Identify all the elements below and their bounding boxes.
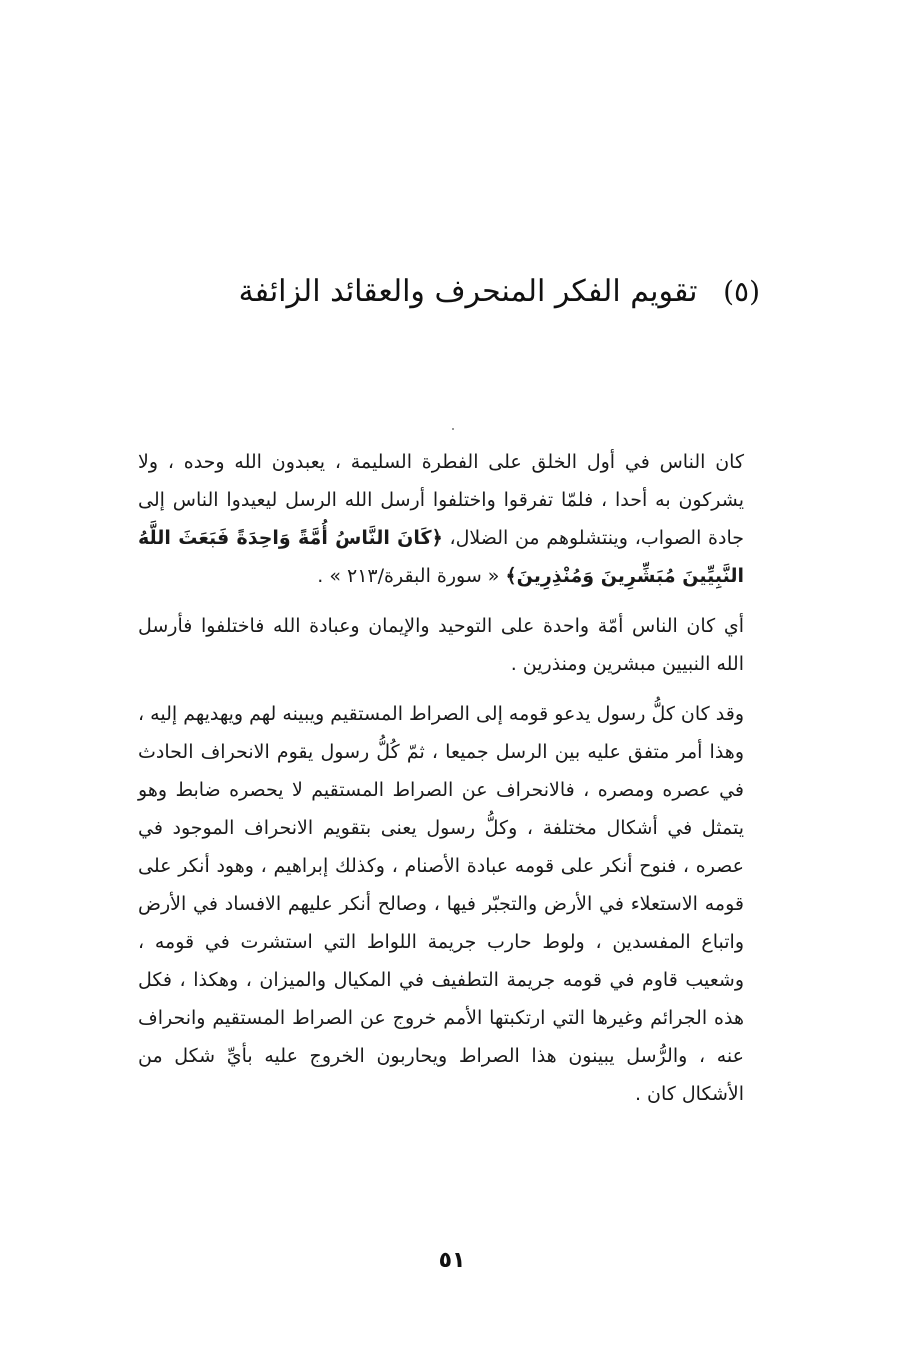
decorative-dot: [452, 428, 454, 430]
verse-reference: « سورة البقرة/٢١٣ » .: [317, 565, 500, 587]
quran-verse: ﴿كَانَ النَّاسُ أُمَّةً وَاحِدَةً فَبَعَثَ اللَّهُ النَّبِيِّينَ مُبَشِّرِينَ وَمُنْذِرِينَ﴾: [138, 527, 744, 587]
body-text: [138, 443, 762, 1113]
paragraph-3: وقد كان كلُّ رسول يدعو قومه إلى الصراط المستقيم ويبينه لهم ويهديهم إليه ، وهذا أمر متفق عليه بين الرسل جميعا ، ثمّ كُلُّ رسول يقوم الانحراف الحادث في عصره ومصره ، فالانحراف عن الصراط المستقيم لا يحصره ضابط وهو يتمثل في أشكال مختلفة ، وكلُّ رسول يعنى بتقويم الانحراف الموجود في عصره ، فنوح أنكر على قومه عبادة الأصنام ، وكذلك إبراهيم ، وهود أنكر على قومه الاستعلاء في الأرض والتجبّر فيها ، وصالح أنكر عليهم الافساد في الأرض واتباع المفسدين ، ولوط حارب جريمة اللواط التي استشرت في قومه ، وشعيب قاوم في قومه جريمة التطفيف في المكيال والميزان ، وهكذا ، فكل هذه الجرائم وغيرها التي ارتكبتها الأمم خروج عن الصراط المستقيم وانحراف عنه ، والرُّسل يبينون هذا الصراط ويحاربون الخروج عليه بأيِّ شكل من الأشكال كان .: [138, 703, 744, 1105]
paragraph-2: أي كان الناس أمّة واحدة على التوحيد والإيمان وعبادة الله فاختلفوا فأرسل الله النبيين مبشرين ومنذرين .: [138, 615, 744, 675]
page-number: ٥١: [438, 1248, 466, 1273]
chapter-number: (٥): [723, 275, 760, 308]
chapter-title: تقويم الفكر المنحرف والعقائد الزائفة: [238, 274, 698, 309]
paragraph-1-intro: كان الناس في أول الخلق على الفطرة السليمة ، يعبدون الله وحده ، ولا يشركون به أحدا ، فلمّا تفرقوا واختلفوا أرسل الله الرسل ليعيدوا الناس إلى جادة الصواب، وينتشلوهم من الضلال،: [138, 451, 745, 549]
paragraph-1: [138, 443, 762, 595]
chapter-heading: [140, 262, 760, 322]
